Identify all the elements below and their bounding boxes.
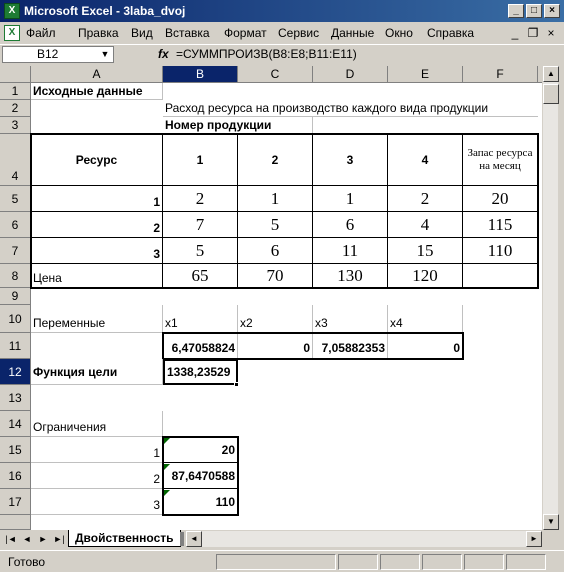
doc-close-icon[interactable]: × <box>547 26 555 40</box>
sheet-tab-bar <box>0 530 564 548</box>
status-bar <box>0 550 564 572</box>
last-sheet-icon[interactable]: ►| <box>53 534 65 544</box>
cell-e4[interactable]: 4 <box>388 134 463 186</box>
menu-data[interactable]: Данные <box>331 26 375 40</box>
fill-handle[interactable] <box>234 382 239 387</box>
cell-e5[interactable]: 2 <box>388 186 463 212</box>
scroll-left-icon[interactable]: ◄ <box>186 531 202 547</box>
row-header-2[interactable]: 2 <box>0 100 31 117</box>
maximize-button[interactable]: □ <box>526 4 542 18</box>
menu-view[interactable]: Вид <box>131 26 153 40</box>
status-panel <box>506 554 546 570</box>
row-header-7[interactable]: 7 <box>0 238 31 264</box>
formula-bar <box>0 44 564 64</box>
cell-a16[interactable]: 2 <box>31 463 163 489</box>
column-header-e[interactable]: E <box>388 66 463 83</box>
menu-insert[interactable]: Вставка <box>165 26 210 40</box>
menu-bar <box>0 22 564 44</box>
cell-e8[interactable]: 120 <box>388 264 463 288</box>
name-box[interactable]: B12 <box>2 46 114 63</box>
cell-f4[interactable]: Запас ресурса на месяц <box>463 134 538 186</box>
title-bar <box>0 0 564 22</box>
insert-function-icon[interactable]: fx <box>158 47 169 61</box>
menu-tools[interactable]: Сервис <box>278 26 320 40</box>
cell-a5[interactable]: 1 <box>31 186 163 212</box>
tab-split-handle[interactable] <box>180 532 184 546</box>
row-header-18[interactable] <box>0 515 31 530</box>
row-header-16[interactable]: 16 <box>0 463 31 489</box>
cell-b4[interactable]: 1 <box>163 134 238 186</box>
cell-e10[interactable]: x4 <box>388 305 463 333</box>
row-header-6[interactable]: 6 <box>0 212 31 238</box>
cell-e11[interactable]: 0 <box>388 333 463 359</box>
cell-c4[interactable]: 2 <box>238 134 313 186</box>
cell-a10[interactable]: Переменные <box>31 305 163 333</box>
formula-input[interactable]: =СУММПРОИЗВ(B8:E8;B11:E11) <box>176 47 357 61</box>
cell-f8[interactable] <box>463 264 538 288</box>
cell-e6[interactable]: 4 <box>388 212 463 238</box>
status-panel <box>338 554 378 570</box>
cell-b12-selected[interactable]: 1338,23529 <box>163 359 238 385</box>
next-sheet-icon[interactable]: ► <box>38 534 48 544</box>
column-header-f[interactable]: F <box>463 66 538 83</box>
minimize-button[interactable]: _ <box>508 4 524 18</box>
row-header-5[interactable]: 5 <box>0 186 31 212</box>
scroll-thumb[interactable] <box>543 84 559 104</box>
row-header-12[interactable]: 12 <box>0 359 31 385</box>
cell-c5[interactable]: 1 <box>238 186 313 212</box>
column-header-b[interactable]: B <box>163 66 238 83</box>
cell-b17[interactable]: 110 <box>163 489 238 515</box>
cell-c10[interactable]: x2 <box>238 305 313 333</box>
cell-d10[interactable]: x3 <box>313 305 388 333</box>
row-header-13[interactable]: 13 <box>0 385 31 411</box>
window-title: Microsoft Excel - 3laba_dvoj <box>24 4 186 18</box>
cell-b6[interactable]: 7 <box>163 212 238 238</box>
excel-app-icon[interactable]: X <box>4 3 20 19</box>
menu-window[interactable]: Окно <box>385 26 413 40</box>
cell-d7[interactable]: 11 <box>313 238 388 264</box>
select-all-corner[interactable] <box>0 66 31 83</box>
cell-a6[interactable]: 2 <box>31 212 163 238</box>
first-sheet-icon[interactable]: |◄ <box>5 534 17 544</box>
row-header-15[interactable]: 15 <box>0 437 31 463</box>
cell-d4[interactable]: 3 <box>313 134 388 186</box>
vertical-scrollbar[interactable] <box>542 66 558 530</box>
cell-b16[interactable]: 87,6470588 <box>163 463 238 489</box>
row-header-4[interactable]: 4 <box>0 134 31 186</box>
cell-c11[interactable]: 0 <box>238 333 313 359</box>
cell-a17[interactable]: 3 <box>31 489 163 515</box>
cell-f5[interactable]: 20 <box>463 186 538 212</box>
cell-b15[interactable]: 20 <box>163 437 238 463</box>
menu-format[interactable]: Формат <box>224 26 267 40</box>
scroll-up-icon[interactable]: ▲ <box>543 66 559 82</box>
cell-a1[interactable]: Исходные данные <box>31 83 163 100</box>
cell-a4[interactable]: Ресурс <box>31 134 163 186</box>
cell-b11[interactable]: 6,47058824 <box>163 333 238 359</box>
column-header-d[interactable]: D <box>313 66 388 83</box>
sheet-tab-active[interactable]: Двойственность <box>68 530 181 547</box>
row-header-9[interactable]: 9 <box>0 288 31 305</box>
row-header-11[interactable]: 11 <box>0 333 31 359</box>
cell-f6[interactable]: 115 <box>463 212 538 238</box>
cell-d6[interactable]: 6 <box>313 212 388 238</box>
doc-restore-icon[interactable]: ❐ <box>527 26 539 40</box>
row-header-8[interactable]: 8 <box>0 264 31 288</box>
cell-a15[interactable]: 1 <box>31 437 163 463</box>
formula-indicator-icon <box>164 490 170 496</box>
menu-help[interactable]: Справка <box>427 26 475 40</box>
status-panel <box>216 554 336 570</box>
row-header-1[interactable]: 1 <box>0 83 31 100</box>
horizontal-scrollbar[interactable] <box>186 531 542 547</box>
cell-f7[interactable]: 110 <box>463 238 538 264</box>
row-header-3[interactable]: 3 <box>0 117 31 134</box>
cell-a8[interactable]: Цена <box>31 264 163 288</box>
cell-d11[interactable]: 7,05882353 <box>313 333 388 359</box>
cell-b8[interactable]: 65 <box>163 264 238 288</box>
cell-b10[interactable]: x1 <box>163 305 238 333</box>
cell-a12[interactable]: Функция цели <box>31 359 163 385</box>
cell-b2[interactable]: Расход ресурса на производство каждого вида продукции <box>163 100 538 117</box>
status-panel <box>380 554 420 570</box>
cell-c8[interactable]: 70 <box>238 264 313 288</box>
chevron-down-icon[interactable]: ▼ <box>100 49 110 59</box>
cell-b5[interactable]: 2 <box>163 186 238 212</box>
spreadsheet-grid[interactable] <box>0 66 542 530</box>
scroll-down-icon[interactable]: ▼ <box>543 514 559 530</box>
doc-minimize-icon[interactable]: _ <box>511 26 519 40</box>
cell-e7[interactable]: 15 <box>388 238 463 264</box>
cell-d5[interactable]: 1 <box>313 186 388 212</box>
status-panel <box>422 554 462 570</box>
formula-indicator-icon <box>164 438 170 444</box>
cell-c6[interactable]: 5 <box>238 212 313 238</box>
workbook-icon[interactable]: X <box>4 25 20 41</box>
row-header-10[interactable]: 10 <box>0 305 31 333</box>
status-panel <box>464 554 504 570</box>
close-button[interactable]: × <box>544 4 560 18</box>
cell-b7[interactable]: 5 <box>163 238 238 264</box>
formula-indicator-icon <box>164 464 170 470</box>
column-header-a[interactable]: A <box>31 66 163 83</box>
prev-sheet-icon[interactable]: ◄ <box>22 534 32 544</box>
scroll-right-icon[interactable]: ► <box>526 531 542 547</box>
cell-d8[interactable]: 130 <box>313 264 388 288</box>
menu-file[interactable]: Файл <box>26 26 56 40</box>
status-text: Готово <box>8 555 46 569</box>
column-header-c[interactable]: C <box>238 66 313 83</box>
cell-a14[interactable]: Ограничения <box>31 411 163 437</box>
row-header-17[interactable]: 17 <box>0 489 31 515</box>
menu-edit[interactable]: Правка <box>78 26 119 40</box>
cell-a7[interactable]: 3 <box>31 238 163 264</box>
cell-c7[interactable]: 6 <box>238 238 313 264</box>
row-header-14[interactable]: 14 <box>0 411 31 437</box>
cell-b3[interactable]: Номер продукции <box>163 117 313 134</box>
